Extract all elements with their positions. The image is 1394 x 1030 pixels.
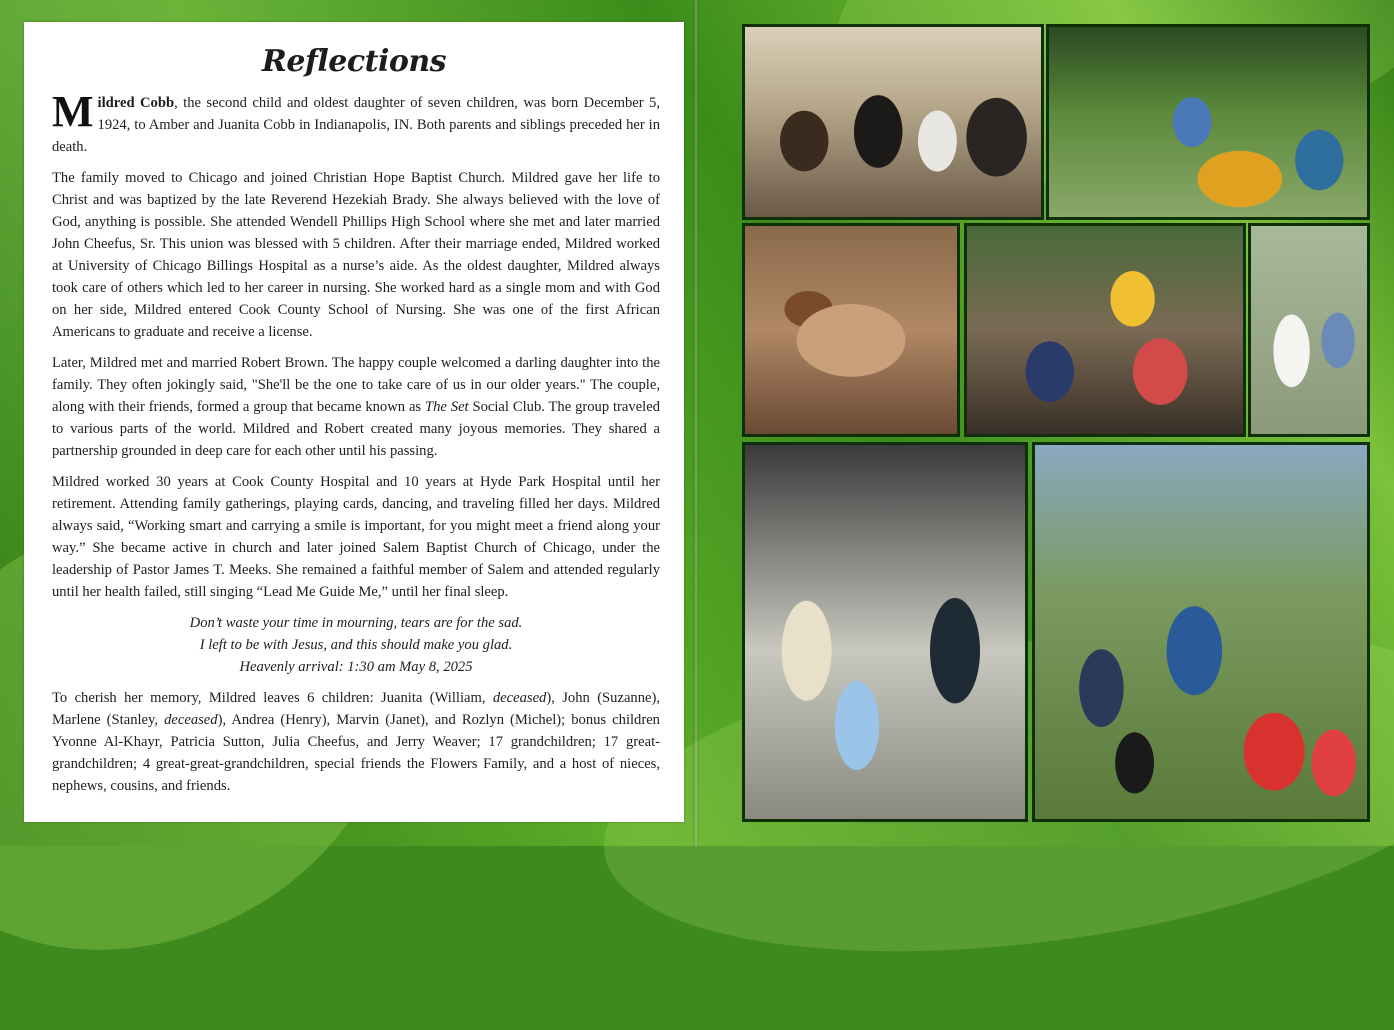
poem-line: Don’t waste your time in mourning, tears are for the sad. — [189, 615, 523, 631]
photo-card-game — [1046, 24, 1370, 220]
survivors-text: To cherish her memory, Mildred leaves 6 children: Juanita (William, — [52, 690, 493, 706]
heavenly-arrival: Heavenly arrival: 1:30 am May 8, 2025 — [239, 659, 473, 675]
social-club-name: The Set — [425, 399, 469, 415]
photo-family-yard — [1032, 442, 1370, 822]
deceased-note: deceased — [492, 690, 547, 706]
marriage-text-end: Social Club. The group traveled to various parts of the world. Mildred and Robert created many joyous memories. They shared a partnership grounded in deep care for each other until his passing. — [52, 399, 660, 459]
photo-men-group — [742, 24, 1044, 220]
paragraph-marriage — [52, 352, 660, 462]
marriage-text: Later, Mildred met and married Robert Brown. The happy couple welcomed a darling daughter into the family. They often jokingly said, "She'll be the one to take care of us in our older years." The couple, along with their friends, formed a group that became known as — [52, 355, 660, 415]
poem-line: I left to be with Jesus, and this should make you glad. — [199, 637, 513, 653]
photo-boy-woman — [1248, 223, 1370, 437]
paragraph-intro — [52, 87, 660, 158]
obituary-text — [52, 87, 660, 806]
drop-cap: M — [52, 87, 94, 136]
deceased-note: deceased — [164, 712, 218, 728]
survivors-text: ), John (Suzanne), Marlene (Stanley, — [52, 690, 660, 728]
page-fold — [693, 0, 699, 846]
photo-girls-princess — [742, 442, 1028, 822]
paragraph-survivors — [52, 687, 660, 797]
reflections-page — [24, 22, 684, 822]
paragraph-career: Mildred worked 30 years at Cook County Hospital and 10 years at Hyde Park Hospital until her retirement. Attending family gatherings, playing cards, dancing, and traveling filled her days. Mildred always said, “Working smart and carrying a smile is important, for you might meet a friend along your way.” She became active in church and later joined Salem Baptist Church of Chicago, under the leadership of Pastor James T. Meeks. She remained a faithful member of Salem and attended regularly until her health failed, still singing “Lead Me Guide Me,” until her final sleep. — [52, 474, 660, 600]
photo-family-children — [964, 223, 1246, 437]
survivors-text: ), Andrea (Henry), Marvin (Janet), and Rozlyn (Michel); bonus children Yvonne Al-Khayr, Patricia Sutton, Julia Cheefus, and Jerry Weaver; 17 grandchildren; 17 great-grandchildren; 4 great-great-grandchildren, special friends the Flowers Family, and a host of nieces, nephews, cousins, and friends. — [52, 712, 660, 794]
poem — [52, 612, 660, 678]
photo-large-family — [742, 223, 960, 437]
intro-text: , the second child and oldest daughter of seven children, was born December 5, 1924, to Amber and Juanita Cobb in Indianapolis, IN. Both parents and siblings preceded her in death. — [52, 95, 660, 155]
page-title: Reflections — [261, 44, 447, 79]
deceased-name: ildred Cobb — [97, 95, 175, 111]
paragraph-early-life: The family moved to Chicago and joined Christian Hope Baptist Church. Mildred gave her life to Christ and was baptized by the late Reverend Hezekiah Brady. She always believed with the love of God, anything is possible. She attended Wendell Phillips High School where she met and later married John Cheefus, Sr. This union was blessed with 5 children. After their marriage ended, Mildred worked at University of Chicago Billings Hospital as a nurse’s aide. As the oldest daughter, Mildred always took care of others which led to her career in nursing. She worked hard as a single mom and with God on her side, Mildred entered Cook County School of Nursing. She was one of the first African Americans to graduate and receive a license. — [52, 170, 660, 340]
